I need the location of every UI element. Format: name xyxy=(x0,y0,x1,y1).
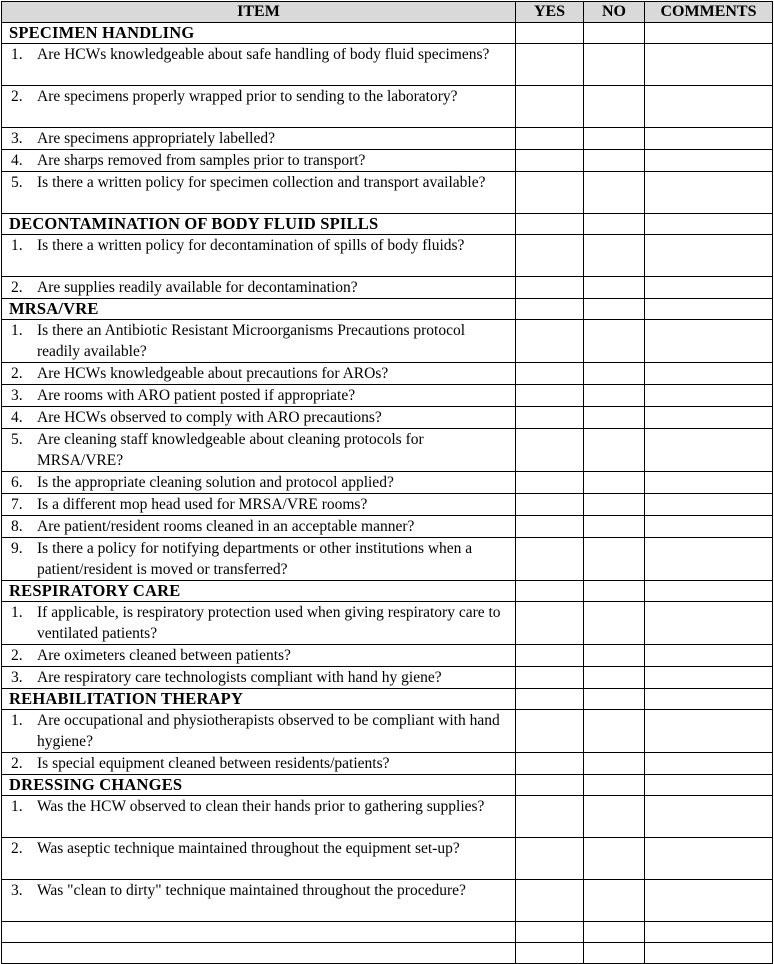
question-number: 2. xyxy=(11,279,23,296)
question-cell xyxy=(2,407,516,429)
blank-0-yes-cell[interactable] xyxy=(516,922,584,943)
question-0-4-yes-cell[interactable] xyxy=(516,172,584,214)
question-text: Is the appropriate cleaning solution and protocol applied? xyxy=(37,474,394,491)
question-number: 4. xyxy=(11,409,23,426)
question-2-1-comments-cell[interactable] xyxy=(645,363,773,385)
section-5-yes-cell[interactable] xyxy=(516,775,584,796)
question-number: 5. xyxy=(11,174,23,191)
question-text: Are oximeters cleaned between patients? xyxy=(37,647,291,664)
question-row xyxy=(2,753,773,775)
no-column-header: NO xyxy=(584,2,645,23)
question-text: Was aseptic technique maintained throughout the equipment set-up? xyxy=(37,840,460,857)
question-5-2-comments-cell[interactable] xyxy=(645,880,773,922)
question-0-3-comments-cell[interactable] xyxy=(645,150,773,172)
section-title: DECONTAMINATION OF BODY FLUID SPILLS xyxy=(2,214,516,235)
question-cell xyxy=(2,538,516,581)
section-header-row xyxy=(2,581,773,602)
question-4-1-yes-cell[interactable] xyxy=(516,753,584,775)
question-2-2-yes-cell[interactable] xyxy=(516,385,584,407)
question-4-1-no-cell[interactable] xyxy=(584,753,645,775)
blank-0-no-cell[interactable] xyxy=(584,922,645,943)
blank-0-comments-cell[interactable] xyxy=(645,922,773,943)
question-cell xyxy=(2,277,516,299)
section-1-yes-cell[interactable] xyxy=(516,214,584,235)
section-header-row xyxy=(2,775,773,796)
question-cell xyxy=(2,86,516,128)
question-row xyxy=(2,150,773,172)
question-row xyxy=(2,602,773,645)
question-row xyxy=(2,320,773,363)
question-2-3-no-cell[interactable] xyxy=(584,407,645,429)
blank-item-cell[interactable] xyxy=(2,943,516,964)
section-5-comments-cell[interactable] xyxy=(645,775,773,796)
question-row xyxy=(2,838,773,880)
question-number: 4. xyxy=(11,152,23,169)
section-3-no-cell[interactable] xyxy=(584,581,645,602)
question-row xyxy=(2,667,773,689)
blank-row xyxy=(2,943,773,964)
question-0-1-yes-cell[interactable] xyxy=(516,86,584,128)
question-cell xyxy=(2,429,516,472)
question-row xyxy=(2,277,773,299)
question-2-8-comments-cell[interactable] xyxy=(645,538,773,581)
question-cell xyxy=(2,385,516,407)
question-text: Are HCWs observed to comply with ARO precautions? xyxy=(37,409,382,426)
question-row xyxy=(2,494,773,516)
question-2-7-no-cell[interactable] xyxy=(584,516,645,538)
section-header-row xyxy=(2,214,773,235)
question-5-0-no-cell[interactable] xyxy=(584,796,645,838)
question-row xyxy=(2,710,773,753)
question-cell xyxy=(2,667,516,689)
question-row xyxy=(2,363,773,385)
section-3-comments-cell[interactable] xyxy=(645,581,773,602)
question-cell xyxy=(2,602,516,645)
blank-1-no-cell[interactable] xyxy=(584,943,645,964)
question-2-1-yes-cell[interactable] xyxy=(516,363,584,385)
question-5-2-no-cell[interactable] xyxy=(584,880,645,922)
question-text: Are HCWs knowledgeable about precautions for AROs? xyxy=(37,365,389,382)
question-3-0-comments-cell[interactable] xyxy=(645,602,773,645)
question-row xyxy=(2,645,773,667)
question-3-0-no-cell[interactable] xyxy=(584,602,645,645)
question-text: Are occupational and physiotherapists observed to be compliant with hand hygiene? xyxy=(37,712,500,750)
section-1-comments-cell[interactable] xyxy=(645,214,773,235)
section-2-no-cell[interactable] xyxy=(584,299,645,320)
section-title: REHABILITATION THERAPY xyxy=(2,689,516,710)
header-row xyxy=(2,2,773,23)
question-text: Are sharps removed from samples prior to transport? xyxy=(37,152,366,169)
question-0-0-comments-cell[interactable] xyxy=(645,44,773,86)
question-row xyxy=(2,235,773,277)
question-row xyxy=(2,796,773,838)
question-2-0-no-cell[interactable] xyxy=(584,320,645,363)
question-number: 2. xyxy=(11,647,23,664)
question-row xyxy=(2,86,773,128)
section-3-yes-cell[interactable] xyxy=(516,581,584,602)
item-column-header: ITEM xyxy=(2,2,516,23)
question-2-3-yes-cell[interactable] xyxy=(516,407,584,429)
question-cell xyxy=(2,516,516,538)
question-text: Are specimens appropriately labelled? xyxy=(37,130,275,147)
question-number: 2. xyxy=(11,88,23,105)
question-2-7-yes-cell[interactable] xyxy=(516,516,584,538)
question-row xyxy=(2,472,773,494)
question-2-5-yes-cell[interactable] xyxy=(516,472,584,494)
section-2-comments-cell[interactable] xyxy=(645,299,773,320)
question-3-0-yes-cell[interactable] xyxy=(516,602,584,645)
question-cell xyxy=(2,710,516,753)
question-row xyxy=(2,407,773,429)
question-row xyxy=(2,128,773,150)
question-1-1-no-cell[interactable] xyxy=(584,277,645,299)
question-2-8-yes-cell[interactable] xyxy=(516,538,584,581)
question-text: Is there a written policy for decontamination of spills of body fluids? xyxy=(37,237,465,254)
section-title: MRSA/VRE xyxy=(2,299,516,320)
question-number: 1. xyxy=(11,712,23,729)
question-cell xyxy=(2,172,516,214)
question-cell xyxy=(2,645,516,667)
question-3-1-yes-cell[interactable] xyxy=(516,645,584,667)
section-header-row xyxy=(2,23,773,44)
question-row xyxy=(2,516,773,538)
question-2-4-yes-cell[interactable] xyxy=(516,429,584,472)
question-2-8-no-cell[interactable] xyxy=(584,538,645,581)
question-cell xyxy=(2,753,516,775)
question-2-4-no-cell[interactable] xyxy=(584,429,645,472)
question-number: 9. xyxy=(11,540,23,557)
checklist-body xyxy=(2,23,773,964)
question-0-2-no-cell[interactable] xyxy=(584,128,645,150)
section-4-yes-cell[interactable] xyxy=(516,689,584,710)
question-text: Are cleaning staff knowledgeable about cleaning protocols for MRSA/VRE? xyxy=(37,431,424,469)
question-1-1-yes-cell[interactable] xyxy=(516,277,584,299)
question-cell xyxy=(2,880,516,922)
section-header-row xyxy=(2,689,773,710)
question-number: 7. xyxy=(11,496,23,513)
question-2-0-yes-cell[interactable] xyxy=(516,320,584,363)
question-number: 3. xyxy=(11,882,23,899)
question-text: Was the HCW observed to clean their hands prior to gathering supplies? xyxy=(37,798,485,815)
question-3-2-comments-cell[interactable] xyxy=(645,667,773,689)
question-2-0-comments-cell[interactable] xyxy=(645,320,773,363)
question-2-7-comments-cell[interactable] xyxy=(645,516,773,538)
question-2-4-comments-cell[interactable] xyxy=(645,429,773,472)
question-text: Is special equipment cleaned between residents/patients? xyxy=(37,755,390,772)
section-title: DRESSING CHANGES xyxy=(2,775,516,796)
question-cell xyxy=(2,44,516,86)
question-text: Are supplies readily available for decontamination? xyxy=(37,279,358,296)
question-cell xyxy=(2,128,516,150)
question-1-0-yes-cell[interactable] xyxy=(516,235,584,277)
question-3-1-comments-cell[interactable] xyxy=(645,645,773,667)
question-text: Are respiratory care technologists compliant with hand hy giene? xyxy=(37,669,442,686)
question-0-3-yes-cell[interactable] xyxy=(516,150,584,172)
question-number: 5. xyxy=(11,431,23,448)
question-3-1-no-cell[interactable] xyxy=(584,645,645,667)
question-2-3-comments-cell[interactable] xyxy=(645,407,773,429)
question-0-2-yes-cell[interactable] xyxy=(516,128,584,150)
question-0-1-no-cell[interactable] xyxy=(584,86,645,128)
question-number: 1. xyxy=(11,604,23,621)
question-number: 1. xyxy=(11,322,23,339)
question-0-4-comments-cell[interactable] xyxy=(645,172,773,214)
question-0-4-no-cell[interactable] xyxy=(584,172,645,214)
question-cell xyxy=(2,494,516,516)
question-cell xyxy=(2,838,516,880)
question-0-1-comments-cell[interactable] xyxy=(645,86,773,128)
section-title: SPECIMEN HANDLING xyxy=(2,23,516,44)
question-row xyxy=(2,880,773,922)
section-2-yes-cell[interactable] xyxy=(516,299,584,320)
question-number: 1. xyxy=(11,237,23,254)
section-0-no-cell[interactable] xyxy=(584,23,645,44)
question-text: Are specimens properly wrapped prior to sending to the laboratory? xyxy=(37,88,458,105)
question-5-1-comments-cell[interactable] xyxy=(645,838,773,880)
question-cell xyxy=(2,363,516,385)
question-text: Are rooms with ARO patient posted if appropriate? xyxy=(37,387,356,404)
question-2-6-comments-cell[interactable] xyxy=(645,494,773,516)
section-5-no-cell[interactable] xyxy=(584,775,645,796)
question-0-2-comments-cell[interactable] xyxy=(645,128,773,150)
section-4-comments-cell[interactable] xyxy=(645,689,773,710)
question-row xyxy=(2,429,773,472)
question-number: 1. xyxy=(11,798,23,815)
question-row xyxy=(2,538,773,581)
question-4-0-yes-cell[interactable] xyxy=(516,710,584,753)
question-2-5-comments-cell[interactable] xyxy=(645,472,773,494)
question-3-2-yes-cell[interactable] xyxy=(516,667,584,689)
question-text: Is a different mop head used for MRSA/VRE rooms? xyxy=(37,496,368,513)
question-number: 2. xyxy=(11,840,23,857)
checklist-table xyxy=(1,1,773,964)
question-row xyxy=(2,172,773,214)
question-number: 3. xyxy=(11,387,23,404)
question-number: 3. xyxy=(11,130,23,147)
question-row xyxy=(2,44,773,86)
question-text: If applicable, is respiratory protection used when giving respiratory care to ventilated patients? xyxy=(37,604,501,642)
question-1-1-comments-cell[interactable] xyxy=(645,277,773,299)
question-text: Is there an Antibiotic Resistant Microorganisms Precautions protocol readily available? xyxy=(37,322,466,360)
question-cell xyxy=(2,150,516,172)
question-2-6-yes-cell[interactable] xyxy=(516,494,584,516)
question-number: 6. xyxy=(11,474,23,491)
question-2-5-no-cell[interactable] xyxy=(584,472,645,494)
question-0-0-yes-cell[interactable] xyxy=(516,44,584,86)
question-0-3-no-cell[interactable] xyxy=(584,150,645,172)
question-0-0-no-cell[interactable] xyxy=(584,44,645,86)
blank-1-comments-cell[interactable] xyxy=(645,943,773,964)
question-number: 2. xyxy=(11,365,23,382)
blank-item-cell[interactable] xyxy=(2,922,516,943)
question-5-0-yes-cell[interactable] xyxy=(516,796,584,838)
question-1-0-comments-cell[interactable] xyxy=(645,235,773,277)
question-2-6-no-cell[interactable] xyxy=(584,494,645,516)
question-text: Is there a policy for notifying departments or other institutions when a patient/resident is moved or transferred? xyxy=(37,540,473,578)
section-0-yes-cell[interactable] xyxy=(516,23,584,44)
question-number: 2. xyxy=(11,755,23,772)
yes-column-header: YES xyxy=(516,2,584,23)
question-cell xyxy=(2,235,516,277)
question-4-0-comments-cell[interactable] xyxy=(645,710,773,753)
section-1-no-cell[interactable] xyxy=(584,214,645,235)
section-4-no-cell[interactable] xyxy=(584,689,645,710)
question-text: Was "clean to dirty" technique maintained throughout the procedure? xyxy=(37,882,466,899)
question-5-2-yes-cell[interactable] xyxy=(516,880,584,922)
question-number: 1. xyxy=(11,46,23,63)
question-cell xyxy=(2,320,516,363)
question-number: 8. xyxy=(11,518,23,535)
blank-1-yes-cell[interactable] xyxy=(516,943,584,964)
question-1-0-no-cell[interactable] xyxy=(584,235,645,277)
question-2-1-no-cell[interactable] xyxy=(584,363,645,385)
section-0-comments-cell[interactable] xyxy=(645,23,773,44)
section-header-row xyxy=(2,299,773,320)
question-row xyxy=(2,385,773,407)
question-2-2-comments-cell[interactable] xyxy=(645,385,773,407)
question-5-1-yes-cell[interactable] xyxy=(516,838,584,880)
question-5-1-no-cell[interactable] xyxy=(584,838,645,880)
question-cell xyxy=(2,472,516,494)
question-text: Are patient/resident rooms cleaned in an acceptable manner? xyxy=(37,518,415,535)
blank-row xyxy=(2,922,773,943)
question-3-2-no-cell[interactable] xyxy=(584,667,645,689)
question-5-0-comments-cell[interactable] xyxy=(645,796,773,838)
section-title: RESPIRATORY CARE xyxy=(2,581,516,602)
comments-column-header: COMMENTS xyxy=(645,2,773,23)
question-4-1-comments-cell[interactable] xyxy=(645,753,773,775)
question-2-2-no-cell[interactable] xyxy=(584,385,645,407)
question-4-0-no-cell[interactable] xyxy=(584,710,645,753)
question-text: Are HCWs knowledgeable about safe handling of body fluid specimens? xyxy=(37,46,490,63)
question-text: Is there a written policy for specimen collection and transport available? xyxy=(37,174,486,191)
question-cell xyxy=(2,796,516,838)
question-number: 3. xyxy=(11,669,23,686)
